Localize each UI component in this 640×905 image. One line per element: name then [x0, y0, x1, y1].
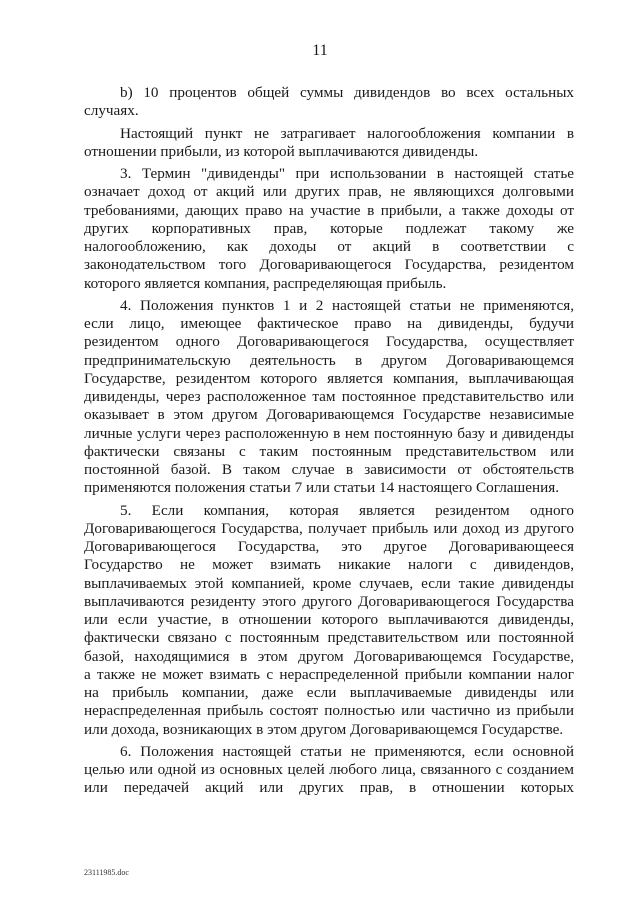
text-line: налогообложению, как доходы от акций в соответствии с [84, 238, 574, 255]
footer-filename: 23111985.doc [84, 868, 129, 877]
text-line: требованиями, дающих право на участие в прибыли, а также доходы от [84, 201, 574, 219]
text-line: если лицо, имеющее фактическое право на дивиденды, будучи [84, 315, 574, 332]
text-line: выплачиваются резиденту этого другого Договаривающегося Государства [84, 592, 574, 610]
text-line: применяются положения статьи 7 или статьи 14 настоящего Соглашения. [84, 479, 559, 497]
text-line: Настоящий пункт не затрагивает налогообложения компании в [120, 124, 574, 142]
text-line: 3. Термин "дивиденды" при использовании в настоящей статье [120, 165, 574, 182]
text-line: дивиденды, через расположенное там постоянное представительство или [84, 388, 574, 405]
text-line: b) 10 процентов общей суммы дивидендов во всех остальных [120, 84, 574, 101]
text-line: личные услуги через расположенную в нем постоянную базу и дивиденды [84, 424, 574, 442]
text-line: 5. Если компания, которая является резидентом одного [120, 501, 574, 519]
paragraph [84, 84, 574, 121]
text-line: резидентом одного Договаривающегося Государства, осуществляет [84, 333, 574, 351]
text-line: случаях. [84, 102, 139, 120]
paragraph [84, 125, 574, 162]
text-line: других корпоративных прав, которые подлежат такому же [84, 219, 574, 237]
text-line: на прибыль компании, даже если выплачиваемые дивиденды или [84, 684, 574, 701]
paragraph [84, 743, 574, 798]
paragraph [84, 165, 574, 293]
text-line: означает доход от акций или других прав, не являющихся долговыми [84, 183, 574, 201]
text-line: целью или одной из основных целей любого лица, связанного с созданием [84, 761, 574, 778]
text-line: предпринимательскую деятельность в другом Договаривающемся [84, 351, 574, 369]
text-line: фактически связано с постоянным представительством или постоянной [84, 629, 574, 647]
paragraph [84, 502, 574, 739]
text-line: Договаривающегося Государства, получает прибыль или доход из другого [84, 519, 574, 537]
text-line: 4. Положения пунктов 1 и 2 настоящей статьи не применяются, [120, 296, 574, 314]
text-line: или если участие, в отношении которого выплачиваются дивиденды, [84, 611, 574, 628]
text-line: отношении прибыли, из которой выплачиваются дивиденды. [84, 142, 479, 160]
text-line: выплачиваемых этой компанией, кроме случаев, если такие дивиденды [84, 574, 574, 592]
text-line: 6. Положения настоящей статьи не применяются, если основной [120, 742, 574, 760]
page-number: 11 [312, 42, 328, 59]
text-line: или передачей акций или других прав, в отношении которых [84, 779, 574, 797]
text-line: а также не может взимать с нераспределенной прибыли компании налог [84, 665, 574, 683]
text-line: нераспределенная прибыль состоят полностью или частично из прибыли [84, 702, 574, 720]
text-line: Государство не может взимать никакие налоги с дивидендов, [84, 556, 574, 574]
text-line: законодательством того Договаривающегося Государства, резидентом [84, 256, 574, 274]
text-line: Государстве, резидентом которого является компания, выплачивающая [84, 369, 574, 387]
text-line: Договаривающегося Государства, это другое Договаривающееся [84, 538, 574, 555]
text-line: оказывает в этом другом Договаривающемся Государстве независимые [84, 406, 574, 424]
text-line: фактически связаны с таким постоянным представительством или [84, 442, 574, 460]
text-line: постоянной базой. В таком случае в зависимости от обстоятельств [84, 461, 574, 478]
document-body [84, 84, 574, 802]
paragraph [84, 297, 574, 498]
text-line: или дохода, возникающих в этом другом Договаривающемся Государстве. [84, 720, 564, 738]
text-line: которого является компания, распределяющая прибыль. [84, 274, 447, 292]
text-line: базой, находящимися в этом другом Договаривающемся Государстве, [84, 647, 574, 665]
